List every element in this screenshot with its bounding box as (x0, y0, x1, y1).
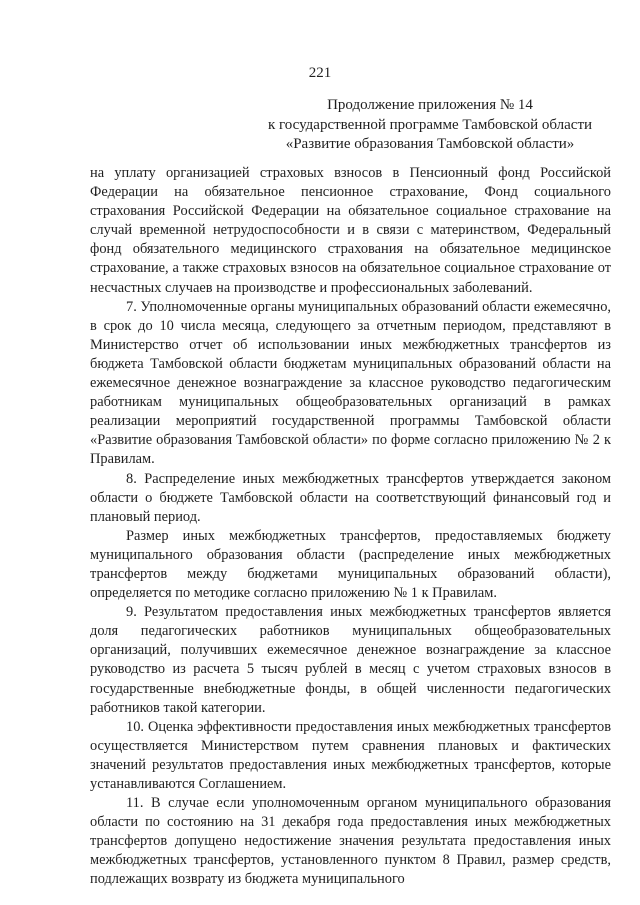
paragraph-item-10: 10. Оценка эффективности предоставления иных межбюджетных трансфертов осуществляется Министерством путем сравнения плановых и фактических значений результатов предоставления иных межбюджетных трансфертов, которые устанавливаются Соглашением. (90, 718, 611, 792)
appendix-header (240, 96, 620, 155)
paragraph-transfer-size: Размер иных межбюджетных трансфертов, предоставляемых бюджету муниципального образования области (распределение иных межбюджетных трансфертов между бюджетами муниципальных образований области), определяется по методике согласно приложению № 1 к Правилам. (90, 527, 611, 602)
appendix-header-line-1: Продолжение приложения № 14 (327, 97, 533, 113)
paragraph-continuation: на уплату организацией страховых взносов в Пенсионный фонд Российской Федерации на обязательное пенсионное страхование, Фонд социального страхования Российской Федерации на обязательное социальное страхование на случай временной нетрудоспособности и в связи с материнством, Федеральный фонд обязательного медицинского страхования на обязательное медицинское страхование, а также страховых взносов на обязательное социальное страхование от несчастных случаев на производстве и профессиональных заболеваний. (90, 165, 611, 296)
appendix-header-line-3: «Развитие образования Тамбовской области» (285, 136, 575, 152)
document-body (90, 164, 611, 890)
page-number: 221 (308, 65, 332, 81)
paragraph-item-11: 11. В случае если уполномоченным органом муниципального образования области по состоянию на 31 декабря года предоставления иных межбюджетных трансфертов допущено недостижение значения результата предоставления иных межбюджетных трансфертов, установленного пунктом 8 Правил, размер средств, подлежащих возврату из бюджета муниципального (90, 795, 611, 888)
appendix-header-line-2: к государственной программе Тамбовской области (267, 116, 593, 133)
paragraph-item-7: 7. Уполномоченные органы муниципальных образований области ежемесячно, в срок до 10 числа месяца, следующего за отчетным периодом, представляют в Министерство отчет об использовании иных межбюджетных трансфертов из бюджета Тамбовской области бюджетам муниципальных образований области на ежемесячное денежное вознаграждение за классное руководство педагогическим работникам муниципальных общеобразовательных организаций в рамках реализации мероприятий государственной программы Тамбовской области «Развитие образования Тамбовской области» по форме согласно приложению № 2 к Правилам. (90, 298, 611, 468)
paragraph-item-9: 9. Результатом предоставления иных межбюджетных трансфертов является доля педагогических работников муниципальных общеобразовательных организаций, получивших ежемесячное денежное вознаграждение за классное руководство из расчета 5 тысяч рублей в месяц с учетом страховых взносов в государственные внебюджетные фонды, в общей численности педагогических работников такой категории. (90, 604, 611, 716)
paragraph-item-8: 8. Распределение иных межбюджетных трансфертов утверждается законом области о бюджете Тамбовской области на соответствующий финансовый год и плановый период. (90, 470, 611, 525)
